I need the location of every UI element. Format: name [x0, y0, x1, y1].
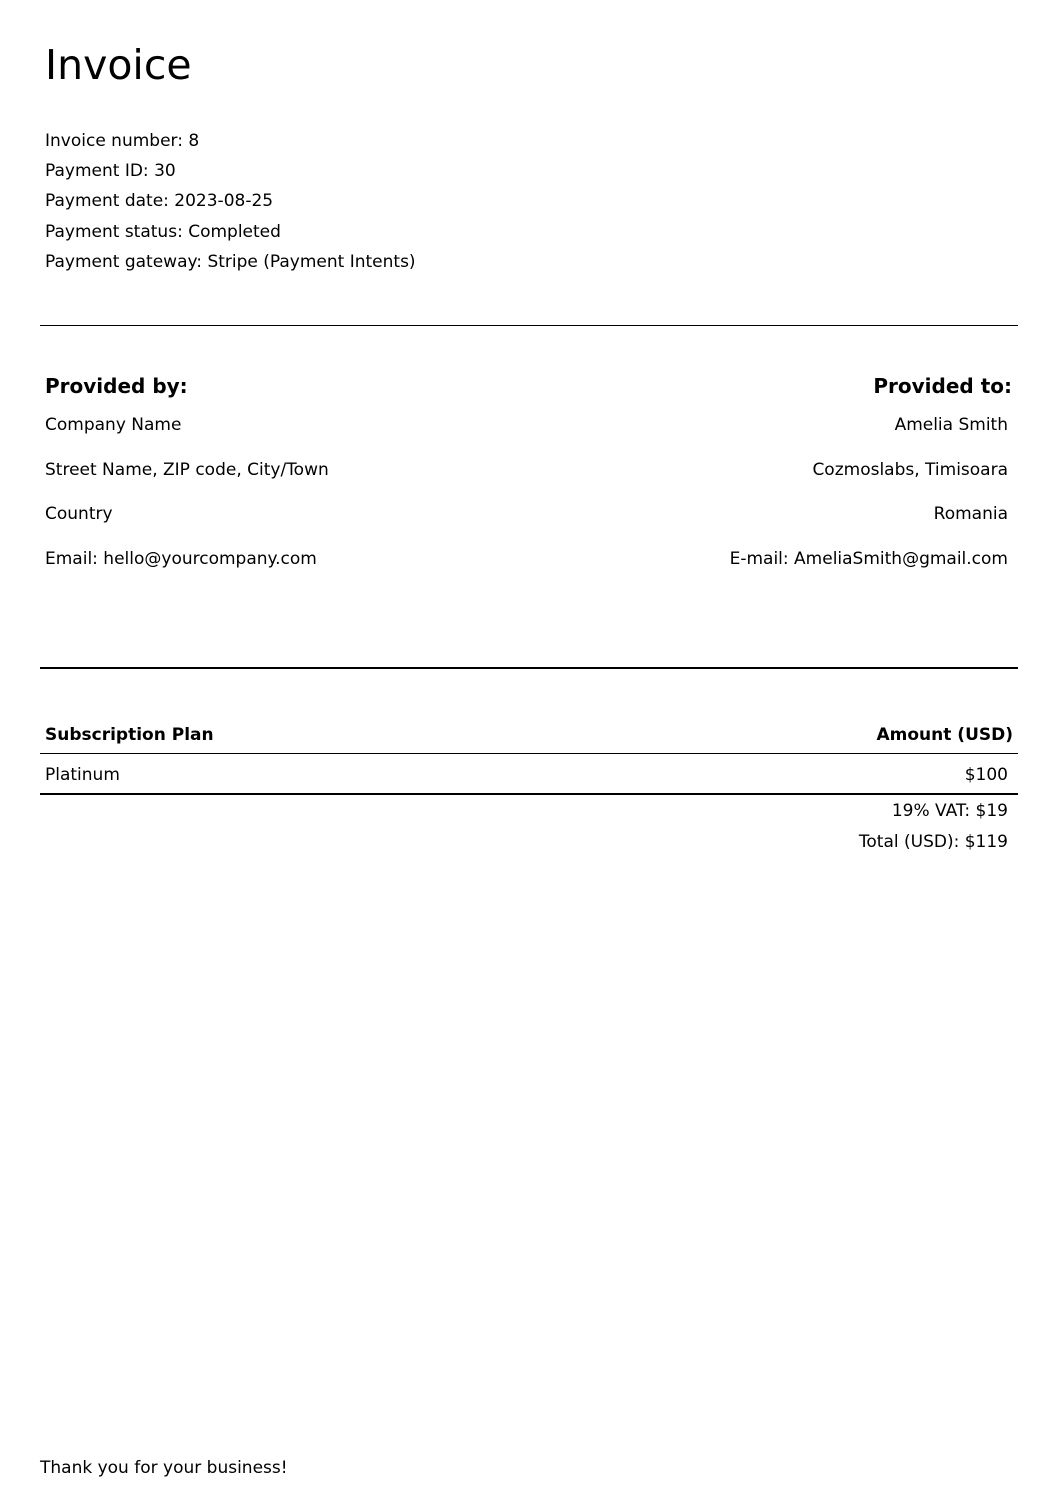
divider-top	[40, 325, 1018, 326]
divider-middle	[40, 667, 1018, 669]
footer-message: Thank you for your business!	[40, 1458, 288, 1478]
column-header-amount: Amount (USD)	[876, 725, 1013, 745]
totals-block	[859, 798, 1008, 860]
payment-date: Payment date: 2023-08-25	[45, 191, 274, 212]
plan-cell: Platinum	[45, 765, 120, 785]
provider-block	[45, 372, 329, 592]
provider-address: Street Name, ZIP code, City/Town	[45, 459, 329, 480]
recipient-name: Amelia Smith	[894, 415, 1008, 435]
column-header-plan: Subscription Plan	[45, 725, 214, 745]
total-line: Total (USD): $119	[858, 832, 1008, 852]
provider-heading: Provided by:	[45, 374, 188, 398]
invoice-number: Invoice number: 8	[45, 131, 200, 151]
recipient-block	[729, 372, 1012, 592]
recipient-email: E-mail: AmeliaSmith@gmail.com	[729, 548, 1008, 569]
recipient-country: Romania	[933, 504, 1008, 525]
amount-cell: $100	[964, 765, 1008, 785]
table-header	[45, 722, 1013, 748]
invoice-meta	[45, 126, 416, 277]
payment-status: Payment status: Completed	[45, 221, 281, 242]
table-header-divider	[40, 753, 1018, 754]
invoice-title: Invoice	[45, 41, 192, 89]
table-bottom-divider	[40, 793, 1018, 795]
provider-country: Country	[45, 504, 113, 525]
vat-line: 19% VAT: $19	[891, 801, 1008, 821]
provider-email: Email: hello@yourcompany.com	[45, 548, 317, 569]
provider-name: Company Name	[45, 415, 182, 435]
table-row	[45, 762, 1008, 788]
payment-id: Payment ID: 30	[45, 161, 176, 182]
recipient-heading: Provided to:	[873, 374, 1012, 398]
recipient-address: Cozmoslabs, Timisoara	[812, 459, 1008, 480]
payment-gateway: Payment gateway: Stripe (Payment Intents)	[45, 251, 416, 272]
